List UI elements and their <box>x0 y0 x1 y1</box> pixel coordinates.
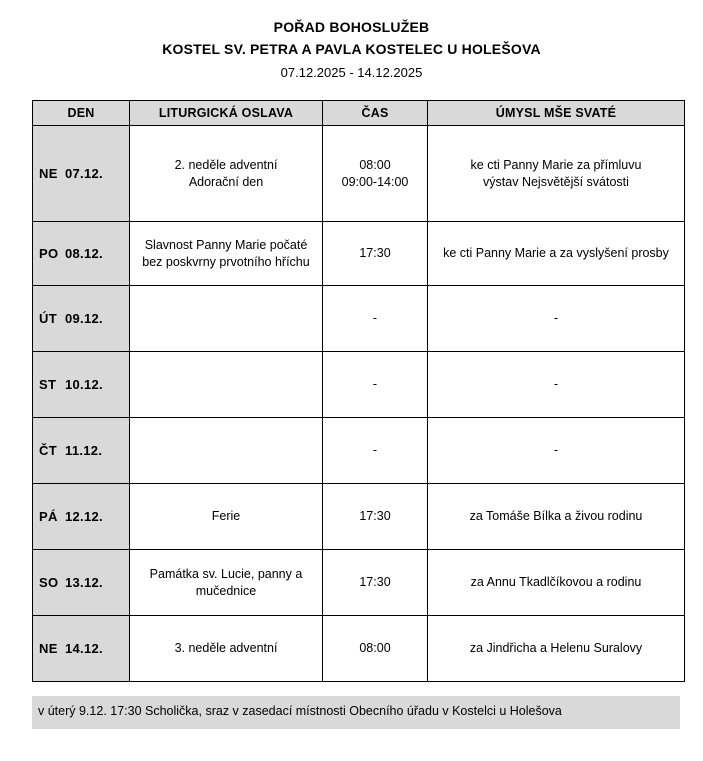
time-cell: - <box>323 352 428 418</box>
intention-text-top: ke cti Panny Marie za přímluvu <box>470 157 642 172</box>
column-header-liturgy: LITURGICKÁ OSLAVA <box>130 101 323 126</box>
intention-cell: - <box>428 418 685 484</box>
liturgy-cell <box>130 352 323 418</box>
day-cell <box>33 286 130 352</box>
document-header <box>0 0 703 84</box>
liturgy-cell <box>130 418 323 484</box>
day-of-week: NE <box>39 641 58 656</box>
liturgy-cell: 3. neděle adventní <box>130 616 323 682</box>
day-cell <box>33 222 130 286</box>
schedule-table <box>32 100 685 682</box>
day-cell <box>33 352 130 418</box>
time-text-bottom: 09:00-14:00 <box>341 174 409 189</box>
table-row <box>33 616 685 682</box>
intention-cell: ke cti Panny Marie a za vyslyšení prosby <box>428 222 685 286</box>
column-header-day: DEN <box>33 101 130 126</box>
table-row <box>33 222 685 286</box>
time-cell <box>323 126 428 222</box>
schedule-table-wrapper <box>32 100 681 682</box>
day-date: 11.12. <box>65 443 103 458</box>
day-date: 12.12. <box>65 509 103 524</box>
time-cell: 08:00 <box>323 616 428 682</box>
page-title: POŘAD BOHOSLUŽEB <box>273 19 430 35</box>
table-row <box>33 550 685 616</box>
intention-cell <box>428 126 685 222</box>
day-of-week: NE <box>39 166 58 181</box>
day-of-week: PO <box>39 246 59 261</box>
liturgy-cell: Ferie <box>130 484 323 550</box>
day-of-week: ČT <box>39 443 57 458</box>
day-cell <box>33 550 130 616</box>
day-cell <box>33 126 130 222</box>
day-of-week: PÁ <box>39 509 58 524</box>
intention-cell: - <box>428 286 685 352</box>
column-header-time: ČAS <box>323 101 428 126</box>
intention-text-bottom: výstav Nejsvětější svátosti <box>483 174 629 189</box>
liturgy-cell: Památka sv. Lucie, panny a mučednice <box>130 550 323 616</box>
time-cell: - <box>323 286 428 352</box>
intention-cell: - <box>428 352 685 418</box>
day-date: 10.12. <box>65 377 103 392</box>
day-cell <box>33 418 130 484</box>
column-header-intention: ÚMYSL MŠE SVATÉ <box>428 101 685 126</box>
table-row <box>33 126 685 222</box>
table-row <box>33 418 685 484</box>
day-date: 14.12. <box>65 641 103 656</box>
intention-cell: za Jindřicha a Helenu Suralovy <box>428 616 685 682</box>
liturgy-split <box>136 153 316 195</box>
day-cell <box>33 616 130 682</box>
time-cell: 17:30 <box>323 222 428 286</box>
day-date: 13.12. <box>65 575 103 590</box>
page-subtitle: KOSTEL SV. PETRA A PAVLA KOSTELEC U HOLEŠOVA <box>162 41 541 57</box>
day-of-week: ST <box>39 377 57 392</box>
day-of-week: SO <box>39 575 59 590</box>
day-of-week: ÚT <box>39 311 57 326</box>
footer-note: v úterý 9.12. 17:30 Scholička, sraz v zasedací místnosti Obecního úřadu v Kostelci u Holešova <box>32 696 680 729</box>
liturgy-text-top: 2. neděle adventní <box>174 157 278 172</box>
time-cell: 17:30 <box>323 550 428 616</box>
table-row <box>33 484 685 550</box>
intention-cell: za Tomáše Bílka a živou rodinu <box>428 484 685 550</box>
time-split <box>329 153 421 195</box>
date-range: 07.12.2025 - 14.12.2025 <box>280 65 423 80</box>
liturgy-cell <box>130 126 323 222</box>
table-row <box>33 286 685 352</box>
liturgy-cell <box>130 286 323 352</box>
liturgy-text-bottom: Adorační den <box>188 174 264 189</box>
intention-cell: za Annu Tkadlčíkovou a rodinu <box>428 550 685 616</box>
intention-split <box>434 153 678 195</box>
time-cell: - <box>323 418 428 484</box>
table-row <box>33 352 685 418</box>
table-header-row <box>33 101 685 126</box>
day-date: 08.12. <box>65 246 103 261</box>
day-cell <box>33 484 130 550</box>
time-cell: 17:30 <box>323 484 428 550</box>
time-text-top: 08:00 <box>359 157 391 172</box>
day-date: 07.12. <box>65 166 103 181</box>
day-date: 09.12. <box>65 311 103 326</box>
table-body <box>33 126 685 682</box>
table-head <box>33 101 685 126</box>
liturgy-cell: Slavnost Panny Marie počaté bez poskvrny prvotního hříchu <box>130 222 323 286</box>
